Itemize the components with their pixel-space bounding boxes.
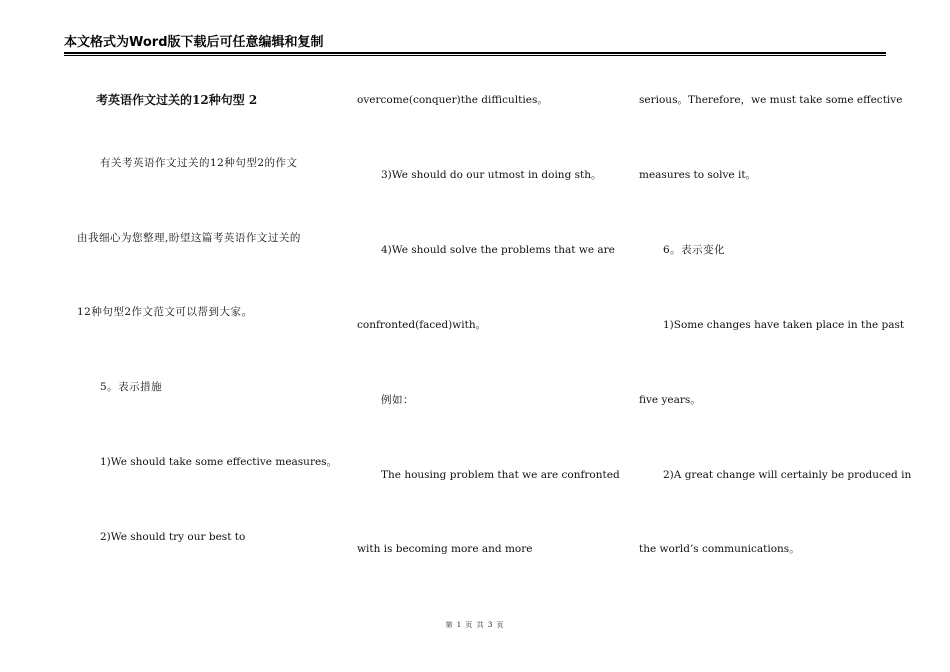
text-line: confronted(faced)with。: [357, 319, 487, 331]
text-line: with is becoming more and more: [357, 543, 533, 555]
text-line: 4)We should solve the problems that we are: [381, 244, 615, 256]
text-line: the world’s communications。: [639, 543, 800, 555]
text-line: 由我细心为您整理,盼望这篇考英语作文过关的: [77, 232, 301, 244]
text-line: 2)A great change will certainly be produced in: [663, 469, 912, 481]
page-footer: 第 1 页 共 3 页: [445, 621, 505, 629]
header-rule-thin: [64, 55, 886, 56]
header-rule-thick: [64, 52, 886, 54]
article-title: 考英语作文过关的12种句型 2: [96, 93, 258, 107]
text-line: 2)We should try our best to: [100, 531, 246, 543]
section-heading: 5。表示措施: [100, 381, 163, 393]
text-line: 3)We should do our utmost in doing sth。: [381, 169, 602, 181]
text-line: The housing problem that we are confronted: [381, 469, 620, 481]
text-line: 1)We should take some effective measures。: [100, 456, 338, 468]
text-line: 例如：: [381, 394, 414, 406]
text-line: 12种句型2作文范文可以帮到大家。: [77, 306, 253, 318]
text-line: 有关考英语作文过关的12种句型2的作文: [100, 157, 298, 169]
text-line: 1)Some changes have taken place in the past: [663, 319, 905, 331]
page-header: 本文格式为Word版下载后可任意编辑和复制: [64, 35, 324, 50]
text-line: serious。Therefore，we must take some effective: [639, 94, 903, 106]
section-heading: 6。表示变化: [663, 244, 726, 256]
text-line: five years。: [639, 394, 701, 406]
text-line: overcome(conquer)the difficulties。: [357, 94, 548, 106]
text-line: measures to solve it。: [639, 169, 757, 181]
